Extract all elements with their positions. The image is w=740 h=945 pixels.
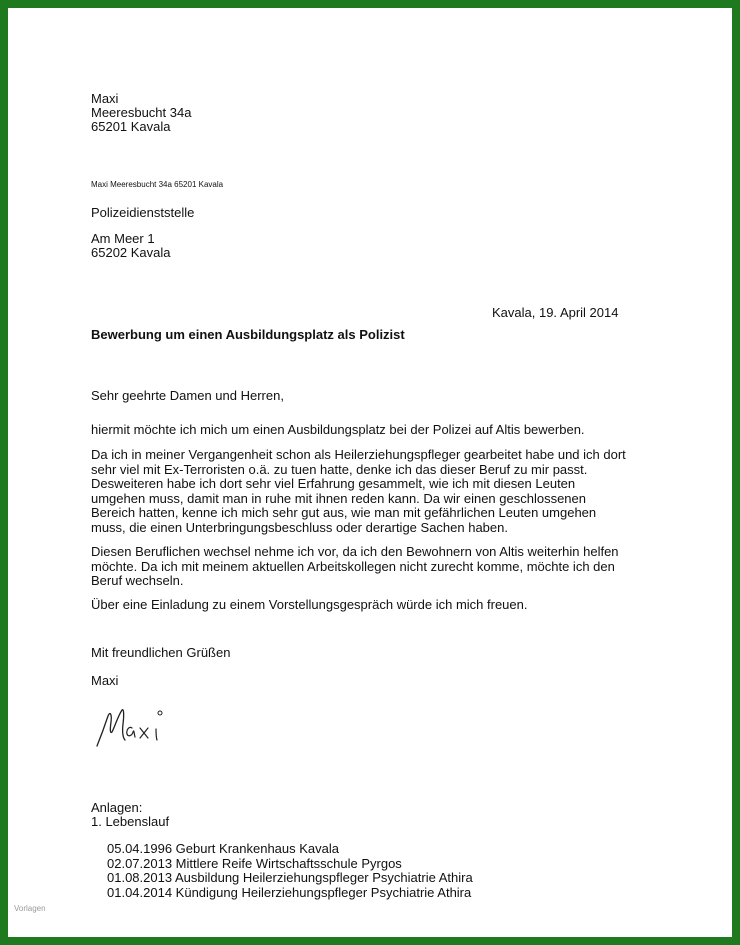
closing: Mit freundlichen Grüßen <box>91 645 231 660</box>
sender-name: Maxi <box>91 91 119 106</box>
cv-entry: 01.08.2013 Ausbildung Heilerziehungspfleger Psychiatrie Athira <box>107 870 473 885</box>
paragraph-line: Beruf wechseln. <box>91 573 184 588</box>
cv-entry: 01.04.2014 Kündigung Heilerziehungspfleger Psychiatrie Athira <box>107 884 472 900</box>
return-address-line: Maxi Meeresbucht 34a 65201 Kavala <box>91 180 224 189</box>
paragraph-line: muss, die einen Unterbringungsbeschluss oder derartige Sachen haben. <box>91 519 508 535</box>
subject-line: Bewerbung um einen Ausbildungsplatz als Polizist <box>91 327 405 342</box>
signature-drawing <box>92 702 182 754</box>
paragraph-invitation: Über eine Einladung zu einem Vorstellungsgespräch würde ich mich freuen. <box>91 597 528 612</box>
signer-name: Maxi <box>91 673 119 688</box>
sender-city: 65201 Kavala <box>91 119 171 134</box>
paragraph-experience <box>91 448 651 535</box>
paragraph-line: Diesen Beruflichen wechsel nehme ich vor, da ich den Bewohnern von Altis weiterhin helfen <box>91 544 619 559</box>
attachments-label: Anlagen: <box>91 800 143 815</box>
paragraph-intro: hiermit möchte ich mich um einen Ausbildungsplatz bei der Polizei auf Altis bewerben. <box>91 422 585 437</box>
cv-entry: 02.07.2013 Mittlere Reife Wirtschaftsschule Pyrgos <box>107 855 402 871</box>
recipient-name: Polizeidienststelle <box>91 205 195 220</box>
cv-entry: 05.04.1996 Geburt Krankenhaus Kavala <box>107 841 340 856</box>
paragraph-line: umgehen muss, damit man in ruhe mit ihnen reden kann. Da wir einen geschlossenen <box>91 490 586 506</box>
paragraph-line: Da ich in meiner Vergangenheit schon als Heilerziehungspfleger gearbeitet habe und ich dort <box>91 447 626 462</box>
attachments-item: 1. Lebenslauf <box>91 814 170 829</box>
paragraph-motivation <box>91 545 651 589</box>
handwritten-signature <box>92 702 182 759</box>
paragraph-line: möchte. Da ich mit meinem aktuellen Arbeitskollegen nicht zurecht komme, möchte ich den <box>91 558 615 574</box>
paragraph-line: sehr viel mit Ex-Terroristen o.ä. zu tuen hatte, denke ich das dieser Beruf zu mir passt. <box>91 461 588 477</box>
attachments-cv-list <box>107 842 667 900</box>
paragraph-line: Desweiteren habe ich dort sehr viel Erfahrung gesammelt, wie ich mit diesen Leuten <box>91 476 576 491</box>
recipient-city: 65202 Kavala <box>91 245 171 260</box>
paragraph-line: Bereich hatten, kenne ich mich sehr gut aus, wie man mit gefährlichen Leuten umgehen <box>91 505 597 520</box>
date-line: Kavala, 19. April 2014 <box>492 305 619 320</box>
watermark-text: Vorlagen <box>14 904 46 913</box>
salutation: Sehr geehrte Damen und Herren, <box>91 388 284 403</box>
recipient-street: Am Meer 1 <box>91 231 155 246</box>
sender-street: Meeresbucht 34a <box>91 105 192 120</box>
